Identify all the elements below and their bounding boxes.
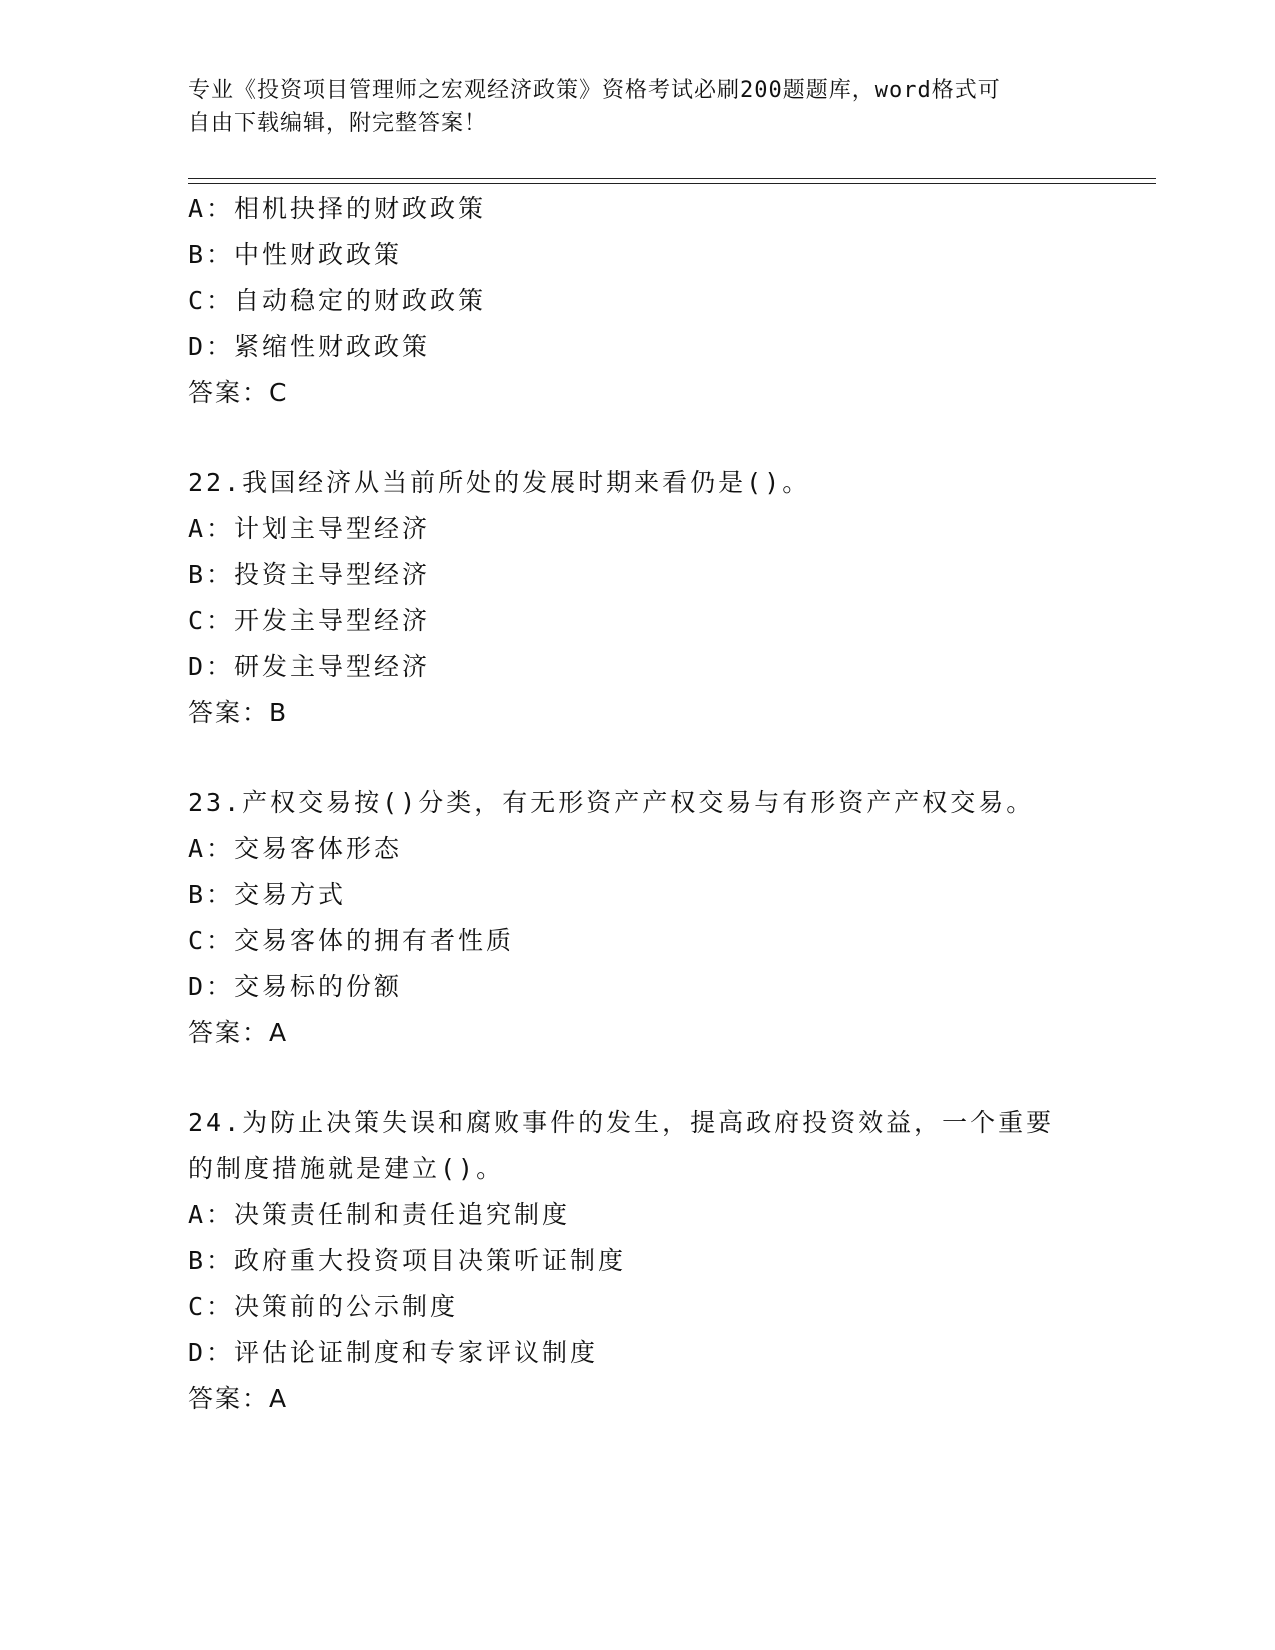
spacer: [188, 416, 1088, 460]
option-a: A：计划主导型经济: [188, 514, 431, 543]
answer: 答案：A: [188, 1384, 289, 1413]
option-a: A：相机抉择的财政政策: [188, 194, 487, 223]
question-stem: 23.产权交易按()分类，有无形资产产权交易与有形资产产权交易。: [188, 788, 1035, 817]
spacer: [188, 736, 1088, 780]
answer: 答案：C: [188, 378, 289, 407]
option-b: B：投资主导型经济: [188, 560, 431, 589]
option-a: A：交易客体形态: [188, 834, 403, 863]
question-21: [188, 186, 1088, 416]
question-stem-line-1: 24.为防止决策失误和腐败事件的发生，提高政府投资效益，一个重要: [188, 1108, 1055, 1137]
option-c: C：自动稳定的财政政策: [188, 286, 487, 315]
header-divider-top: [188, 178, 1156, 179]
option-b: B：中性财政政策: [188, 240, 403, 269]
option-c: C：开发主导型经济: [188, 606, 431, 635]
header-divider-bottom: [188, 183, 1156, 184]
question-23: [188, 780, 1088, 1056]
question-22: [188, 460, 1088, 736]
option-c: C：交易客体的拥有者性质: [188, 926, 515, 955]
document-header: [188, 74, 1068, 140]
header-line-1: 专业《投资项目管理师之宏观经济政策》资格考试必刷200题题库，word格式可: [188, 78, 1001, 103]
question-24: [188, 1100, 1088, 1422]
answer: 答案：B: [188, 698, 289, 727]
header-line-2: 自由下载编辑，附完整答案！: [188, 111, 488, 136]
option-d: D：紧缩性财政政策: [188, 332, 431, 361]
question-stem-line-2: 的制度措施就是建立()。: [188, 1154, 505, 1183]
option-d: D：交易标的份额: [188, 972, 403, 1001]
option-d: D：评估论证制度和专家评议制度: [188, 1338, 599, 1367]
question-stem: 22.我国经济从当前所处的发展时期来看仍是()。: [188, 468, 811, 497]
option-b: B：交易方式: [188, 880, 347, 909]
answer: 答案：A: [188, 1018, 289, 1047]
option-a: A：决策责任制和责任追究制度: [188, 1200, 571, 1229]
option-b: B：政府重大投资项目决策听证制度: [188, 1246, 627, 1275]
spacer: [188, 1056, 1088, 1100]
option-c: C：决策前的公示制度: [188, 1292, 459, 1321]
question-list: [188, 186, 1088, 1422]
option-d: D：研发主导型经济: [188, 652, 431, 681]
